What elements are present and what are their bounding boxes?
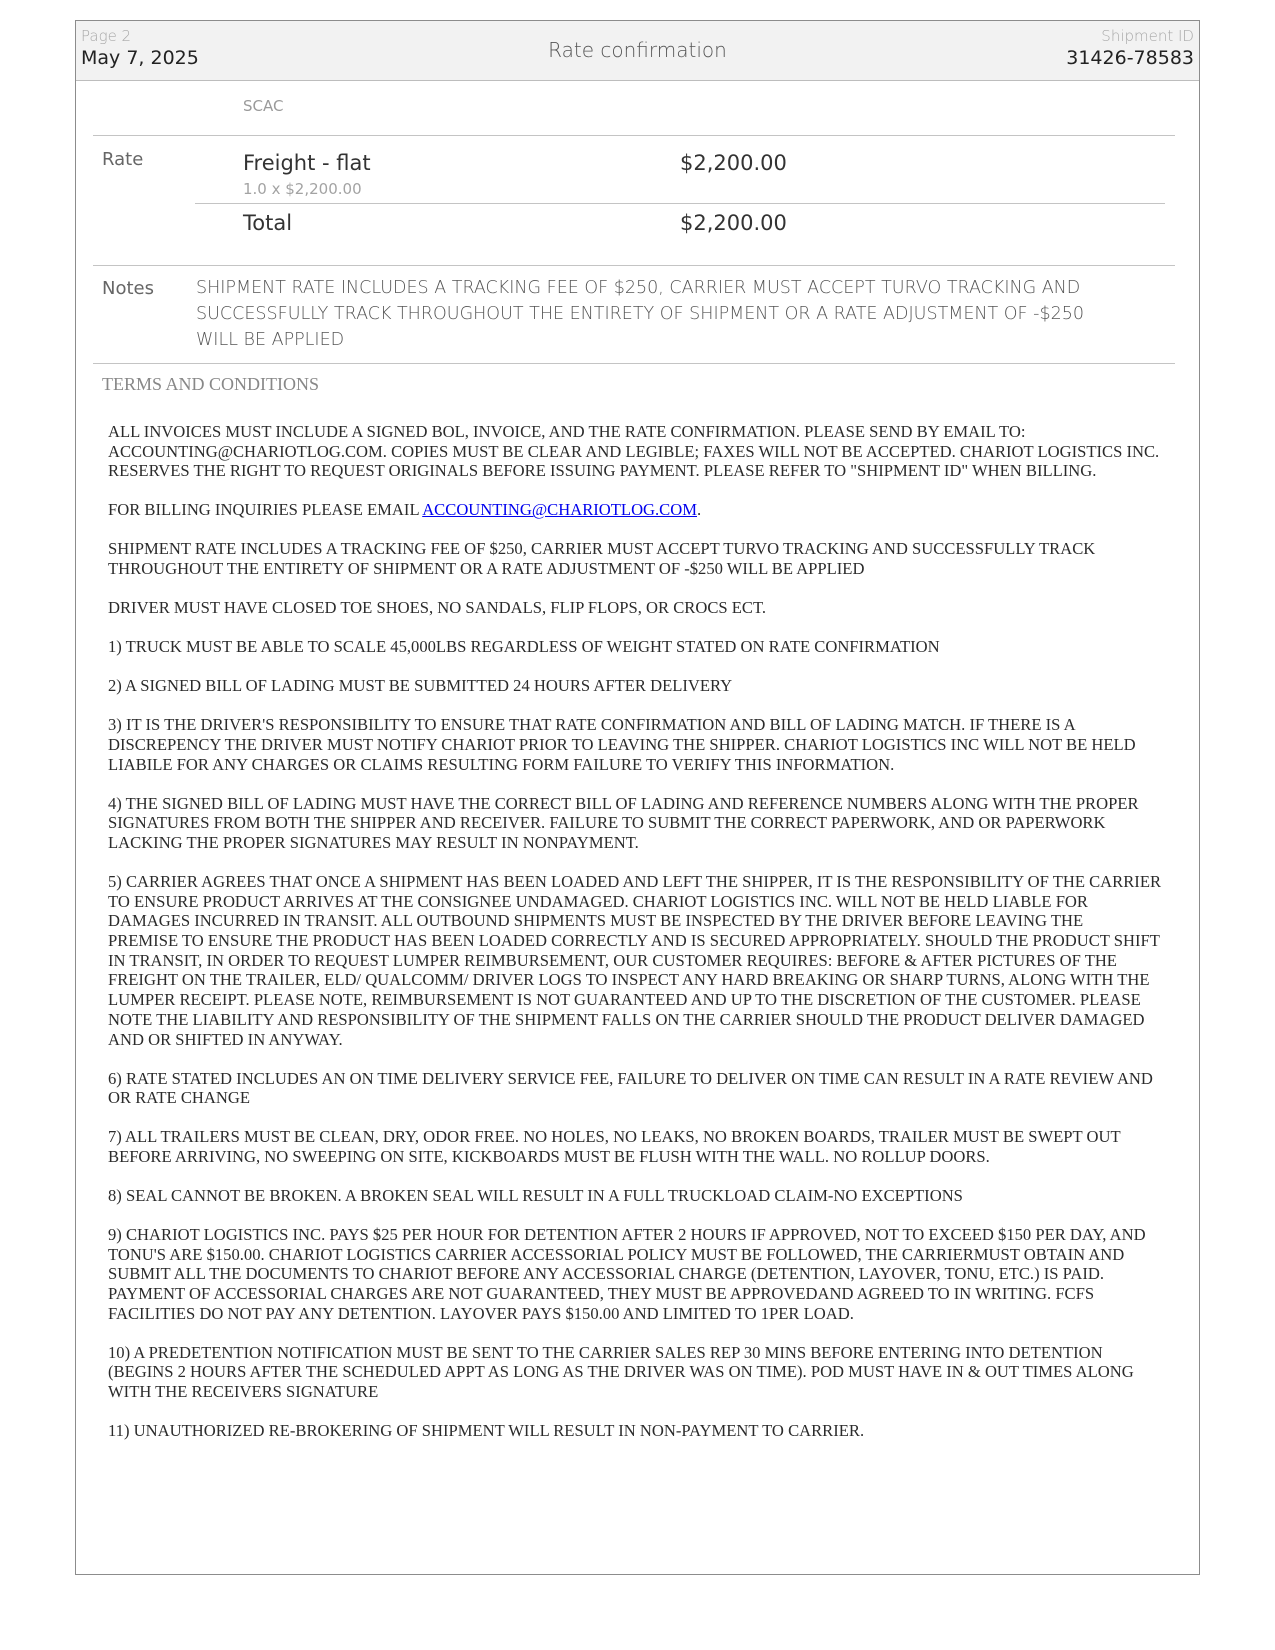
terms-item: 1) TRUCK MUST BE ABLE TO SCALE 45,000LBS REGARDLESS OF WEIGHT STATED ON RATE CONFIRMATION — [108, 637, 940, 657]
document-date: May 7, 2025 — [81, 47, 199, 69]
terms-item: PREMISE TO ENSURE THE PRODUCT HAS BEEN LOADED CORRECTLY AND IS SECURED APPROPRIATELY. SHOULD THE PRODUCT SHIFT IN TRANSIT, IN ORDER TO REQUEST LUMPER REIMBURSEMENT, OUR CUSTOMER REQUIRES: BEFORE & AFTER PICTURES OF THE FREIGHT ON THE TRAILER, ELD/ QUALCOMM/ DRIVER LOGS TO INSPECT ANY HARD BREAKING OR SHARP TURNS, ALONG WITH THE LUMPER RECEIPT. PLEASE NOTE, REIMBURSEMENT IS NOT GUARANTEED AND UP TO THE DISCRETION OF THE CUSTOMER. PLEASE NOTE THE LIABILITY AND RESPONSIBILITY OF THE SHIPMENT FALLS ON THE CARRIER SHOULD THE PRODUCT DELIVER DAMAGED AND OR SHIFTED IN ANYWAY. — [108, 931, 1160, 1049]
terms-item: 2) A SIGNED BILL OF LADING MUST BE SUBMITTED 24 HOURS AFTER DELIVERY — [108, 676, 733, 696]
page-number: Page 2 — [81, 27, 132, 45]
page-title: Rate confirmation — [548, 38, 727, 62]
notes-text: SHIPMENT RATE INCLUDES A TRACKING FEE OF $250, CARRIER MUST ACCEPT TURVO TRACKING AND SUCCESSFULLY TRACK THROUGHOUT THE ENTIRETY OF SHIPMENT OR A RATE ADJUSTMENT OF -$250 WILL BE APPLIED — [196, 278, 1085, 350]
billing-email-link[interactable]: ACCOUNTING@CHARIOTLOG.COM — [422, 500, 697, 520]
terms-item: 9) CHARIOT LOGISTICS INC. PAYS $25 PER HOUR FOR DETENTION AFTER 2 HOURS IF APPROVED, NOT TO EXCEED $150 PER DAY, AND TONU'S ARE $150.00. CHARIOT LOGISTICS CARRIER ACCESSORIAL POLICY MUST BE FOLLOWED, THE CARRIERMUST OBTAIN AND SUBMIT ALL THE DOCUMENTS TO CHARIOT BEFORE ANY ACCESSORIAL CHARGE (DETENTION, LAYOVER, TONU, ETC.) IS PAID. PAYMENT OF ACCESSORIAL CHARGES ARE NOT GUARANTEED, THEY MUST BE APPROVEDAND AGREED TO IN WRITING. FCFS FACILITIES DO NOT PAY ANY DETENTION. LAYOVER PAYS $150.00 AND LIMITED TO 1PER LOAD. — [108, 1224, 1146, 1323]
terms-item: 6) RATE STATED INCLUDES AN ON TIME DELIVERY SERVICE FEE, FAILURE TO DELIVER ON TIME CAN RESULT IN A RATE REVIEW AND OR RATE CHANGE — [108, 1068, 1153, 1108]
terms-body — [108, 422, 1168, 1460]
terms-item: 11) UNAUTHORIZED RE-BROKERING OF SHIPMENT WILL RESULT IN NON-PAYMENT TO CARRIER. — [108, 1421, 865, 1441]
rate-line-detail: 1.0 x $2,200.00 — [243, 180, 362, 198]
terms-heading: TERMS AND CONDITIONS — [102, 374, 320, 394]
divider — [195, 203, 1165, 204]
terms-item: 7) ALL TRAILERS MUST BE CLEAN, DRY, ODOR FREE. NO HOLES, NO LEAKS, NO BROKEN BOARDS, TRAILER MUST BE SWEPT OUT BEFORE ARRIVING, NO SWEEPING ON SITE, KICKBOARDS MUST BE FLUSH WITH THE WALL. NO ROLLUP DOORS. — [108, 1127, 1121, 1166]
terms-item: 10) A PREDETENTION NOTIFICATION MUST BE SENT TO THE CARRIER SALES REP 30 MINS BEFORE ENTERING INTO DETENTION (BEGINS 2 HOURS AFTER THE SCHEDULED APPT AS LONG AS THE DRIVER WAS ON TIME). POD MUST HAVE IN & OUT TIMES ALONG WITH THE RECEIVERS SIGNATURE — [108, 1342, 1134, 1402]
rate-line-amount: $2,200.00 — [680, 151, 787, 175]
rate-line-name: Freight - flat — [243, 151, 371, 175]
divider — [93, 265, 1175, 266]
billing-suffix: . — [697, 500, 702, 520]
terms-paragraph: ALL INVOICES MUST INCLUDE A SIGNED BOL, INVOICE, AND THE RATE CONFIRMATION. PLEASE SEND BY EMAIL TO: ACCOUNTING@CHARIOTLOG.COM. COPIES MUST BE CLEAR AND LEGIBLE; FAXES WILL NOT BE ACCEPTED. CHARIOT LOGISTICS INC. RESERVES THE RIGHT TO REQUEST ORIGINALS BEFORE ISSUING PAYMENT. PLEASE REFER TO "SHIPMENT ID" WHEN BILLING. — [108, 422, 1160, 481]
terms-paragraph: DRIVER MUST HAVE CLOSED TOE SHOES, NO SANDALS, FLIP FLOPS, OR CROCS ECT. — [108, 598, 767, 618]
terms-item: 8) SEAL CANNOT BE BROKEN. A BROKEN SEAL WILL RESULT IN A FULL TRUCKLOAD CLAIM-NO EXCEPTIONS — [108, 1185, 963, 1205]
notes-label: Notes — [102, 278, 154, 299]
rate-label: Rate — [102, 149, 144, 170]
divider — [93, 135, 1175, 136]
total-label: Total — [243, 211, 293, 235]
billing-prefix: FOR BILLING INQUIRIES PLEASE EMAIL — [108, 500, 423, 520]
terms-paragraph: SHIPMENT RATE INCLUDES A TRACKING FEE OF $250, CARRIER MUST ACCEPT TURVO TRACKING AND SUCCESSFULLY TRACK THROUGHOUT THE ENTIRETY OF SHIPMENT OR A RATE ADJUSTMENT OF -$250 WILL BE APPLIED — [108, 539, 1096, 579]
shipment-id-value: 31426-78583 — [1066, 47, 1194, 69]
terms-item: 5) CARRIER AGREES THAT ONCE A SHIPMENT HAS BEEN LOADED AND LEFT THE SHIPPER, IT IS THE RESPONSIBILITY OF THE CARRIER TO ENSURE PRODUCT ARRIVES AT THE CONSIGNEE UNDAMAGED. CHARIOT LOGISTICS INC. WILL NOT BE HELD LIABLE FOR DAMAGES INCURRED IN TRANSIT. ALL OUTBOUND SHIPMENTS MUST BE INSPECTED BY THE DRIVER BEFORE LEAVING THE — [108, 871, 1162, 931]
billing-inquiry — [108, 500, 1168, 520]
shipment-id-label: Shipment ID — [1101, 27, 1194, 45]
terms-item: 4) THE SIGNED BILL OF LADING MUST HAVE THE CORRECT BILL OF LADING AND REFERENCE NUMBERS ALONG WITH THE PROPER SIGNATURES FROM BOTH THE SHIPPER AND RECEIVER. FAILURE TO SUBMIT THE CORRECT PAPERWORK, AND OR PAPERWORK LACKING THE PROPER SIGNATURES MAY RESULT IN NONPAYMENT. — [108, 793, 1139, 852]
header-right — [1066, 27, 1194, 71]
divider — [93, 363, 1175, 364]
page-header — [76, 21, 1199, 81]
scac-label: SCAC — [243, 97, 284, 115]
terms-item: 3) IT IS THE DRIVER'S RESPONSIBILITY TO ENSURE THAT RATE CONFIRMATION AND BILL OF LADING MATCH. IF THERE IS A DISCREPENCY THE DRIVER MUST NOTIFY CHARIOT PRIOR TO LEAVING THE SHIPPER. CHARIOT LOGISTICS INC WILL NOT BE HELD LIABILE FOR ANY CHARGES OR CLAIMS RESULTING FORM FAILURE TO VERIFY THIS INFORMATION. — [108, 715, 1136, 774]
total-amount: $2,200.00 — [680, 211, 787, 235]
